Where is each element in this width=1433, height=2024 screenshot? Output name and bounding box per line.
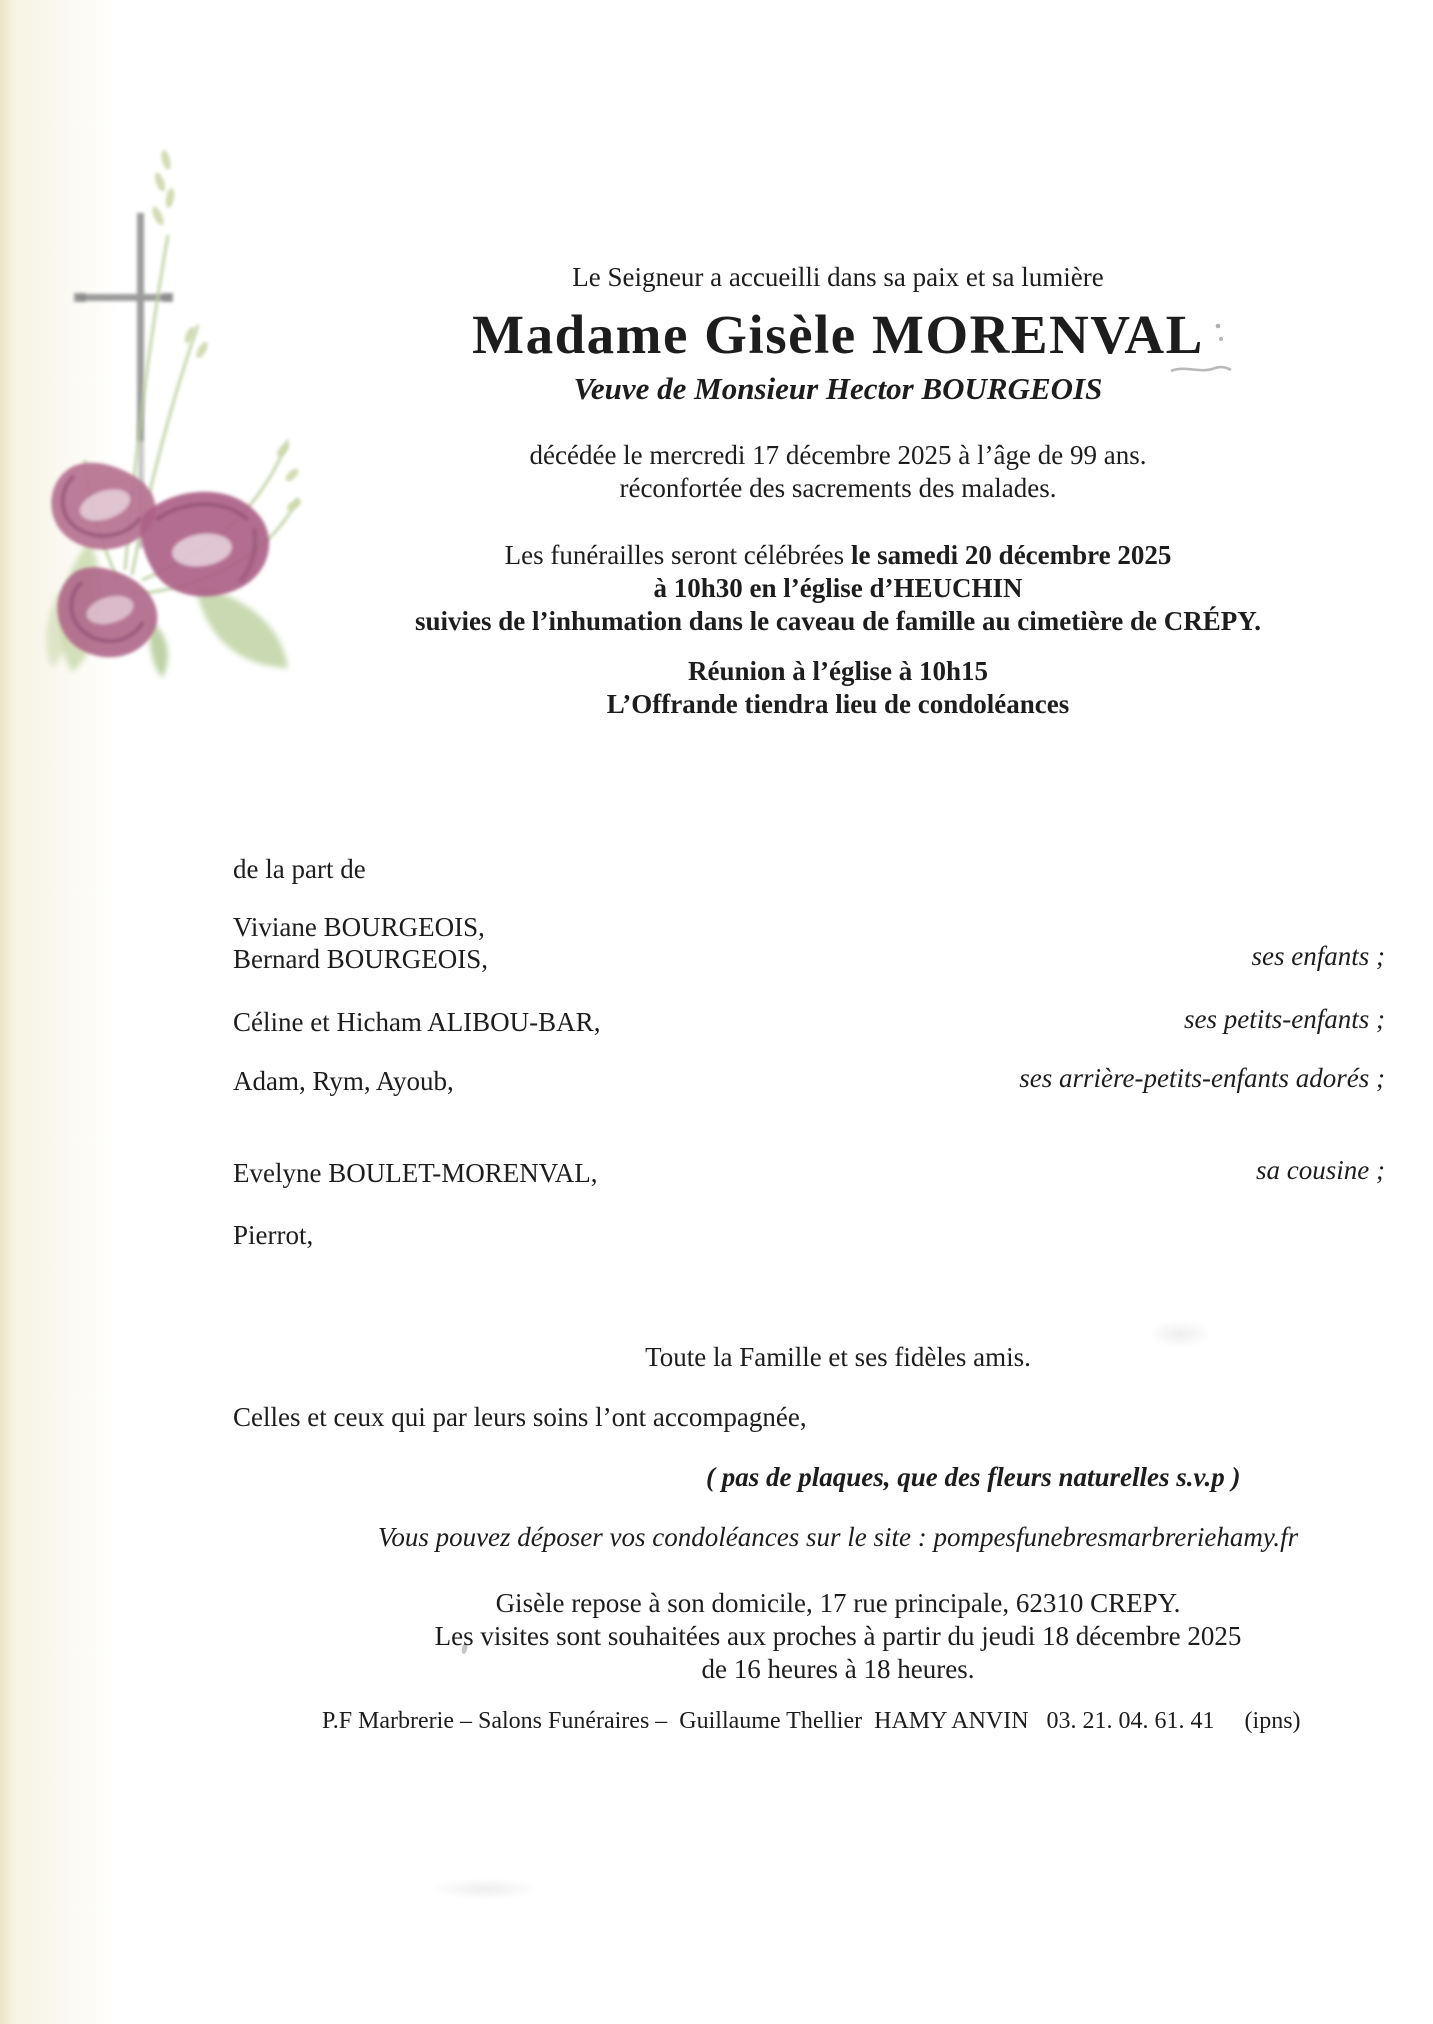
scan-edge-line [0, 0, 14, 2024]
scan-smudge [430, 1878, 540, 1900]
funeral-time-church-line: à 10h30 en l’église d’HEUCHIN [653, 573, 1023, 603]
offering-line: L’Offrande tiendra lieu de condoléances [606, 689, 1070, 719]
intro-line: Le Seigneur a accueilli dans sa paix et sa lumière [572, 262, 1104, 292]
meeting-line: Réunion à l’église à 10h15 [687, 656, 989, 686]
sacraments-line: réconfortée des sacrements des malades. [619, 473, 1057, 503]
death-date-line: décédée le mercredi 17 décembre 2025 à l’âge de 99 ans. [529, 440, 1147, 470]
family-name: Céline et Hicham ALIBOU-BAR, [233, 1007, 601, 1037]
family-name: Pierrot, [233, 1220, 314, 1250]
repose-address-line: Gisèle repose à son domicile, 17 rue principale, 62310 CREPY. [495, 1588, 1181, 1618]
visits-line: Les visites sont souhaitées aux proches à partir du jeudi 18 décembre 2025 [434, 1621, 1242, 1651]
family-relation: ses arrière-petits-enfants adorés ; [1019, 1063, 1385, 1093]
funeral-date-prefix: Les funérailles seront célébrées [504, 540, 851, 570]
condolences-site-line: Vous pouvez déposer vos condoléances sur le site : pompesfunebresmarbreriehamy.fr [377, 1522, 1299, 1552]
family-name: Viviane BOURGEOIS, [233, 912, 485, 942]
family-relation: ses enfants ; [1251, 941, 1385, 971]
family-name: Adam, Rym, Ayoub, [233, 1066, 454, 1096]
widow-line: Veuve de Monsieur Hector BOURGEOIS [573, 371, 1103, 406]
from-label: de la part de [233, 854, 366, 884]
funeral-date-bold: le samedi 20 décembre 2025 [850, 540, 1172, 570]
deceased-name-title: Madame Gisèle MORENVAL [472, 304, 1204, 365]
caregivers-line: Celles et ceux qui par leurs soins l’ont accompagnée, [233, 1402, 807, 1432]
funeral-home-footer: P.F Marbrerie – Salons Funéraires – Guillaume Thellier HAMY ANVIN 03. 21. 04. 61. 41 (ipns) [322, 1708, 1301, 1734]
burial-line: suivies de l’inhumation dans le caveau de famille au cimetière de CRÉPY. [415, 606, 1261, 636]
visit-hours-line: de 16 heures à 18 heures. [701, 1654, 975, 1684]
family-relation: sa cousine ; [1256, 1155, 1385, 1185]
family-name: Bernard BOURGEOIS, [233, 944, 488, 974]
flowers-note: ( pas de plaques, que des fleurs naturelles s.v.p ) [706, 1462, 1241, 1492]
funeral-date-line [243, 540, 1433, 571]
family-relation: ses petits-enfants ; [1184, 1004, 1385, 1034]
family-name: Evelyne BOULET-MORENVAL, [233, 1158, 598, 1188]
family-closing-line: Toute la Famille et ses fidèles amis. [645, 1342, 1031, 1372]
